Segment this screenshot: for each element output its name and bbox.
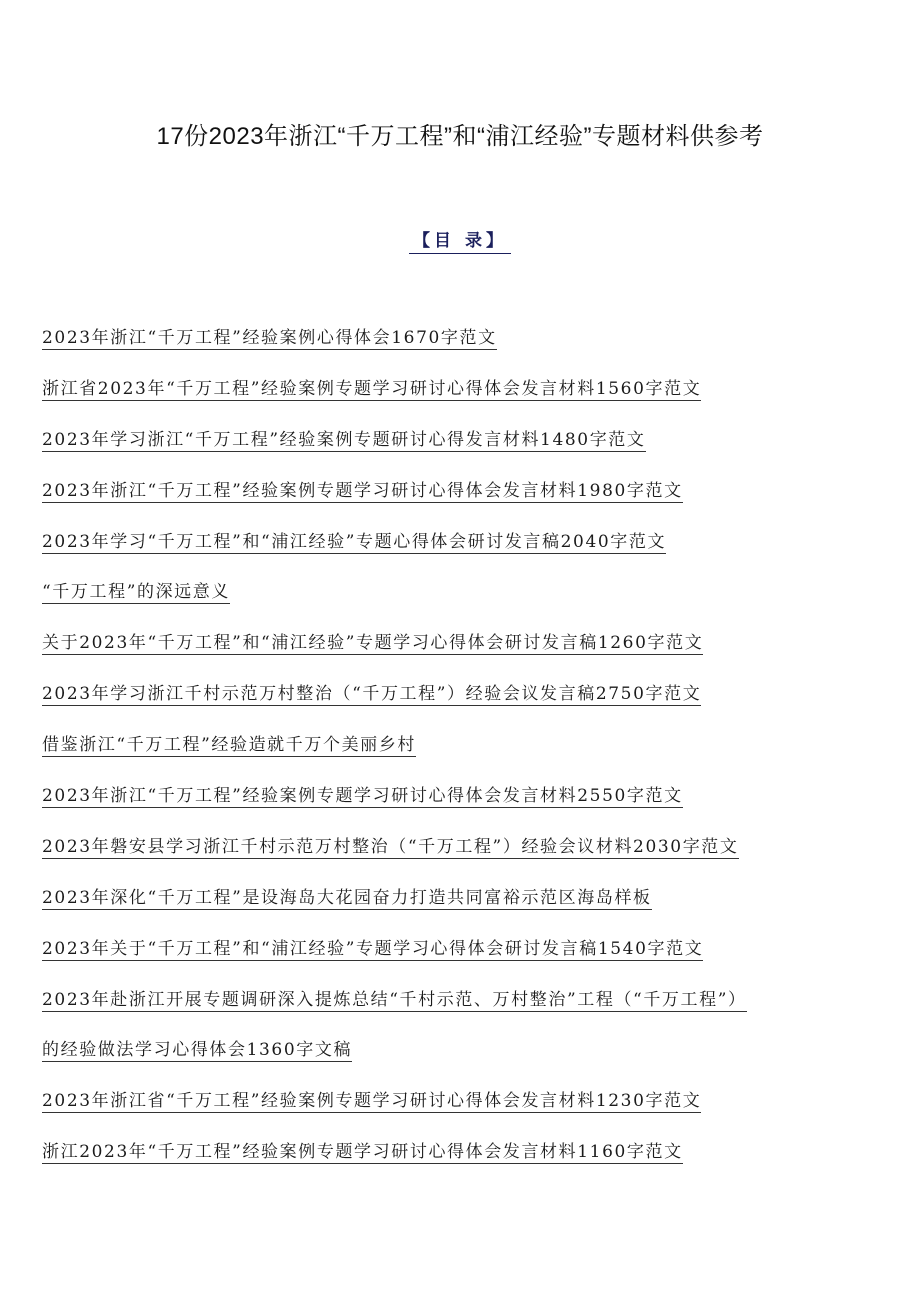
toc-item [42,886,747,937]
toc-item [42,1089,747,1140]
toc-item [42,479,747,530]
toc-item [42,835,747,886]
toc-item [42,326,747,377]
toc-link[interactable]: 的经验做法学习心得体会1360字文稿 [42,1040,353,1061]
toc-heading-label: 【目 录】 [409,226,511,254]
toc-link[interactable]: 2023年学习“千万工程”和“浦江经验”专题心得体会研讨发言稿2040字范文 [42,531,667,552]
toc-item [42,937,747,988]
toc-link[interactable]: 2023年浙江省“千万工程”经验案例专题学习研讨心得体会发言材料1230字范文 [42,1091,702,1112]
toc-link[interactable]: 浙江2023年“千万工程”经验案例专题学习研讨心得体会发言材料1160字范文 [42,1142,683,1163]
toc-link[interactable]: 2023年学习浙江千村示范万村整治（“千万工程”）经验会议发言稿2750字范文 [42,684,702,705]
toc-item [42,1038,747,1089]
toc-link[interactable]: 借鉴浙江“千万工程”经验造就千万个美丽乡村 [42,735,416,756]
toc-link[interactable]: 2023年关于“千万工程”和“浦江经验”专题学习心得体会研讨发言稿1540字范文 [42,938,704,959]
toc-link[interactable]: “千万工程”的深远意义 [42,582,230,603]
toc-item [42,377,747,428]
toc-item [42,631,747,682]
toc-link[interactable]: 2023年磐安县学习浙江千村示范万村整治（“千万工程”）经验会议材料2030字范文 [42,836,739,857]
toc-heading [0,226,920,254]
toc-item [42,530,747,581]
toc-link[interactable]: 2023年深化“千万工程”是设海岛大花园奋力打造共同富裕示范区海岛样板 [42,887,652,908]
toc-link[interactable]: 2023年浙江“千万工程”经验案例专题学习研讨心得体会发言材料1980字范文 [42,480,683,501]
toc-item [42,580,747,631]
page-title: 17份2023年浙江“千万工程”和“浦江经验”专题材料供参考 [156,123,764,150]
toc-link[interactable]: 浙江省2023年“千万工程”经验案例专题学习研讨心得体会发言材料1560字范文 [42,378,702,399]
toc-link[interactable]: 2023年赴浙江开展专题调研深入提炼总结“千村示范、万村整治”工程（“千万工程”） [42,989,747,1010]
toc-link[interactable]: 关于2023年“千万工程”和“浦江经验”专题学习心得体会研讨发言稿1260字范文 [42,633,704,654]
toc-item [42,988,747,1039]
toc-item [42,1140,747,1191]
toc-list [42,326,747,1191]
toc-item [42,682,747,733]
toc-link[interactable]: 2023年浙江“千万工程”经验案例心得体会1670字范文 [42,328,497,348]
toc-link[interactable]: 2023年学习浙江“千万工程”经验案例专题研讨心得发言材料1480字范文 [42,429,646,450]
toc-item [42,784,747,835]
toc-link[interactable]: 2023年浙江“千万工程”经验案例专题学习研讨心得体会发言材料2550字范文 [42,786,683,807]
toc-item [42,733,747,784]
toc-item [42,428,747,479]
